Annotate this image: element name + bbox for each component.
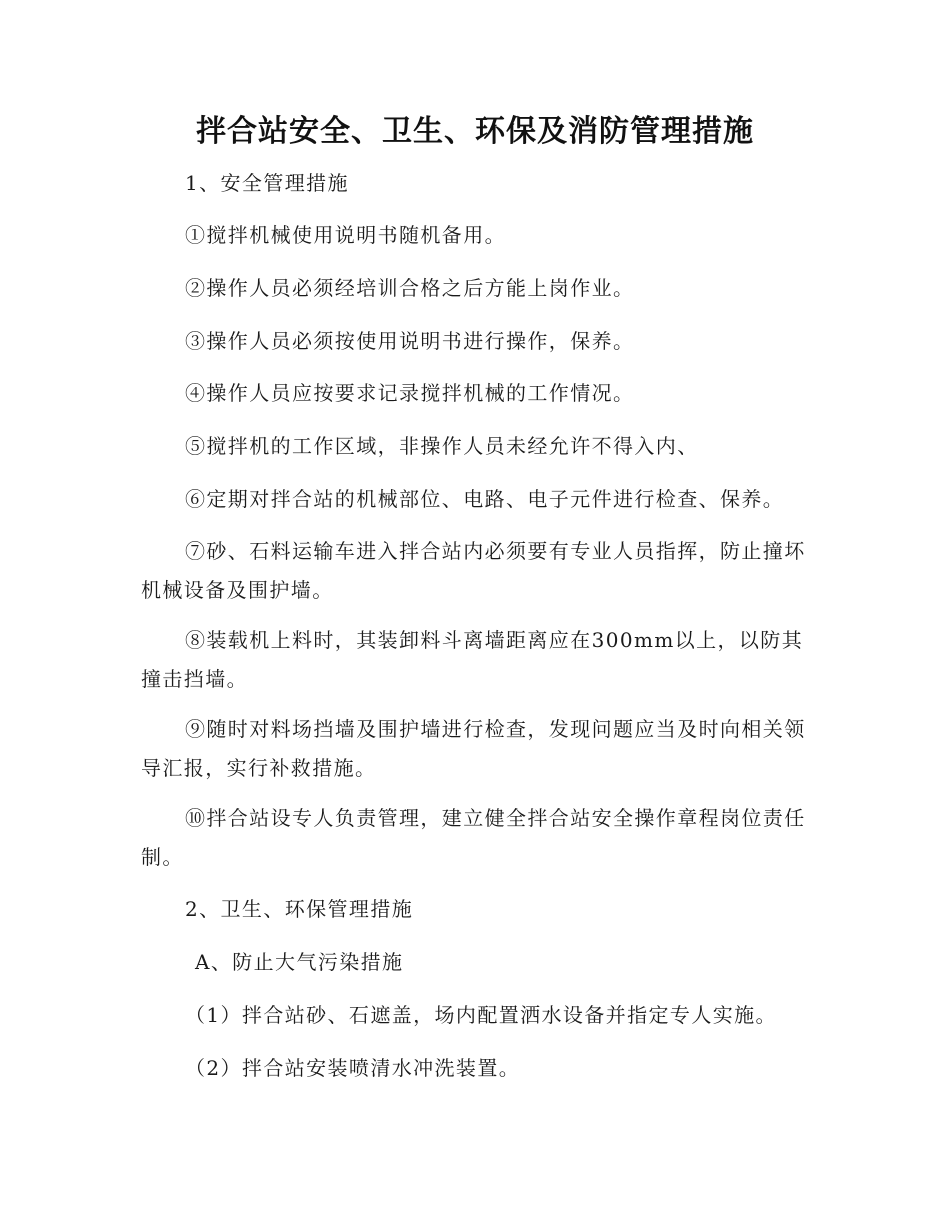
paragraph-air-2: （2）拌合站安装喷清水冲洗装置。 [185, 1056, 521, 1080]
paragraph-item-4: ④操作人员应按要求记录搅拌机械的工作情况。 [185, 381, 635, 405]
section-heading-hygiene: 2、卫生、环保管理措施 [185, 897, 414, 921]
section-heading-safety: 1、安全管理措施 [185, 171, 349, 195]
subsection-heading-air: A、防止大气污染措施 [195, 950, 404, 974]
paragraph-item-6: ⑥定期对拌合站的机械部位、电路、电子元件进行检查、保养。 [185, 487, 785, 511]
paragraph-item-8: ⑧装载机上料时，其装卸料斗离墙距离应在300mm以上，以防其撞击挡墙。 [141, 628, 804, 691]
paragraph-item-10: ⑩拌合站设专人负责管理，建立健全拌合站安全操作章程岗位责任制。 [141, 806, 806, 869]
paragraph-item-5: ⑤搅拌机的工作区域，非操作人员未经允许不得入内、 [185, 434, 699, 458]
paragraph-air-1: （1）拌合站砂、石遮盖，场内配置洒水设备并指定专人实施。 [185, 1003, 777, 1027]
paragraph-item-7: ⑦砂、石料运输车进入拌合站内必须要有专业人员指挥，防止撞坏机械设备及围护墙。 [141, 539, 806, 602]
paragraph-item-2: ②操作人员必须经培训合格之后方能上岗作业。 [185, 276, 635, 300]
paragraph-item-3: ③操作人员必须按使用说明书进行操作，保养。 [185, 329, 635, 353]
paragraph-item-9: ⑨随时对料场挡墙及围护墙进行检查，发现问题应当及时向相关领导汇报，实行补救措施。 [141, 717, 806, 780]
document-title: 拌合站安全、卫生、环保及消防管理措施 [196, 114, 754, 149]
paragraph-item-1: ①搅拌机械使用说明书随机备用。 [185, 223, 506, 247]
